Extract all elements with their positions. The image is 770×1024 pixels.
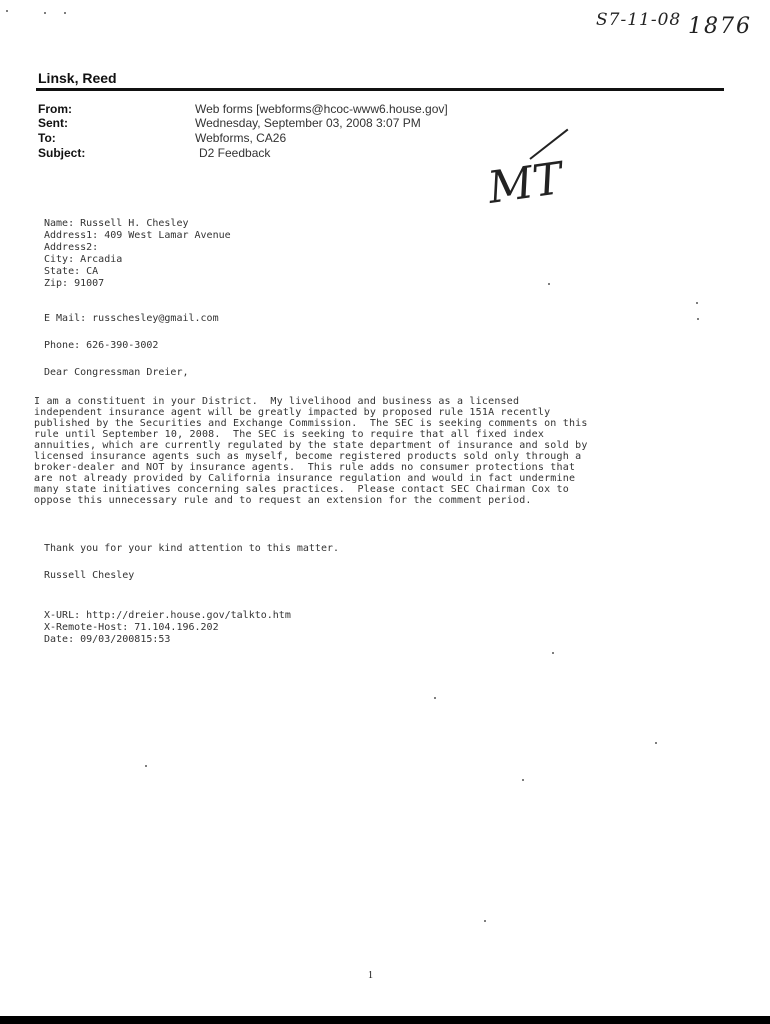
form-zip: Zip: 91007	[44, 278, 105, 289]
form-email: E Mail: russchesley@gmail.com	[44, 313, 219, 324]
scan-speck	[697, 318, 699, 320]
letter-body	[34, 396, 734, 506]
scan-speck	[548, 283, 550, 285]
form-address2: Address2:	[44, 242, 99, 253]
form-state: State: CA	[44, 266, 99, 277]
letter-salutation: Dear Congressman Dreier,	[44, 367, 189, 378]
scan-speck	[64, 12, 66, 14]
from-value: Web forms [webforms@hcoc-www6.house.gov]	[195, 102, 448, 116]
letter-signature: Russell Chesley	[44, 570, 135, 581]
letter-body-line: independent insurance agent will be greatly impacted by proposed rule 151A recently	[34, 407, 551, 418]
scan-speck	[6, 10, 8, 12]
letter-body-line: published by the Securities and Exchange Commission. The SEC is seeking comments on this	[34, 418, 588, 429]
header-divider	[36, 88, 724, 91]
meta-x-url: X-URL: http://dreier.house.gov/talkto.htm	[44, 610, 291, 621]
scan-speck	[655, 742, 657, 744]
letter-closing: Thank you for your kind attention to this matter.	[44, 543, 340, 554]
handwritten-date: S7-11-08	[596, 10, 682, 30]
subject-label: Subject:	[38, 146, 86, 160]
page-number: 1	[368, 970, 373, 981]
to-label: To:	[38, 131, 56, 145]
subject-value: D2 Feedback	[199, 146, 271, 160]
scan-speck	[522, 779, 524, 781]
letter-body-line: are not already provided by California insurance regulation and would in fact undermine	[34, 473, 576, 484]
form-name: Name: Russell H. Chesley	[44, 218, 189, 229]
handwritten-initials: MT	[484, 153, 566, 214]
letter-body-line: licensed insurance agents such as myself, become registered products sold only through a	[34, 451, 582, 462]
to-value: Webforms, CA26	[195, 131, 287, 145]
scan-edge	[0, 1016, 770, 1024]
scan-speck	[434, 697, 436, 699]
scan-speck	[484, 920, 486, 922]
form-address1: Address1: 409 West Lamar Avenue	[44, 230, 231, 241]
form-phone: Phone: 626-390-3002	[44, 340, 159, 351]
recipient-name: Linsk, Reed	[38, 70, 117, 86]
scan-speck	[696, 302, 698, 304]
scan-speck	[44, 12, 46, 14]
form-city: City: Arcadia	[44, 254, 123, 265]
from-label: From:	[38, 102, 72, 116]
letter-body-line: rule until September 10, 2008. The SEC is seeking to require that all fixed index	[34, 429, 545, 440]
meta-x-remote-host: X-Remote-Host: 71.104.196.202	[44, 622, 219, 633]
letter-body-line: oppose this unnecessary rule and to request an extension for the comment period.	[34, 495, 532, 506]
scan-speck	[552, 652, 554, 654]
letter-body-line: I am a constituent in your District. My livelihood and business as a licensed	[34, 396, 520, 407]
letter-body-line: many state initiatives concerning sales practices. Please contact SEC Chairman Cox to	[34, 484, 569, 495]
scan-speck	[145, 765, 147, 767]
meta-date: Date: 09/03/200815:53	[44, 634, 171, 645]
handwritten-number: 1876	[688, 14, 752, 39]
letter-body-line: broker-dealer and NOT by insurance agents. This rule adds no consumer protections that	[34, 462, 576, 473]
sent-label: Sent:	[38, 116, 68, 130]
sent-value: Wednesday, September 03, 2008 3:07 PM	[195, 116, 421, 130]
letter-body-line: annuities, which are currently regulated by the state department of insurance and sold by	[34, 440, 588, 451]
